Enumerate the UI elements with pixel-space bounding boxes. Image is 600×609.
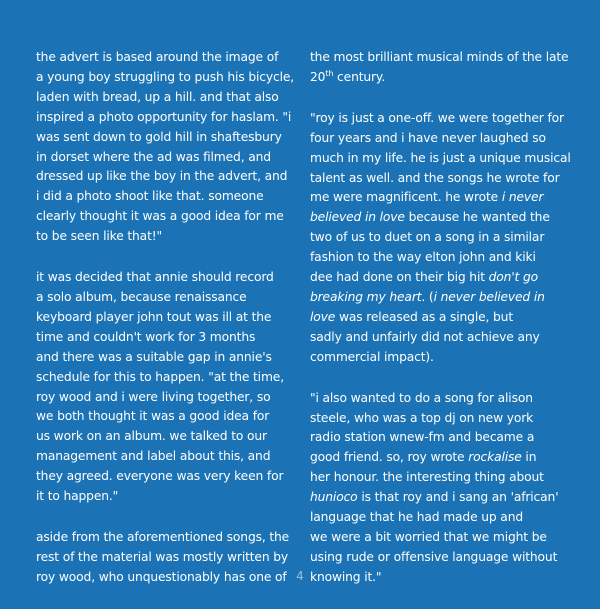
right-column [310, 48, 580, 609]
text-line: two of us to duet on a song in a similar [310, 230, 545, 245]
text-line: we both thought it was a good idea for [36, 409, 270, 424]
text-line: rest of the material was mostly written by [36, 549, 289, 564]
song-title: rockalise [468, 450, 522, 465]
text-fragment: . ( [421, 289, 434, 304]
century-number: 20 [310, 69, 326, 84]
text-line: i did a photo shoot like that. someone [36, 189, 264, 204]
text-line: commercial impact). [310, 349, 434, 364]
text-line: in dorset where the ad was filmed, and [36, 149, 271, 164]
song-title: believed in love [310, 210, 405, 225]
text-line: the most brilliant musical minds of the late [310, 50, 569, 64]
text-line: much in my life. he is just a unique musical [310, 150, 571, 165]
page-number: 4 [296, 569, 304, 583]
text-line: knowing it." [310, 569, 382, 584]
text-line [310, 488, 580, 508]
text-line: aside from the aforementioned songs, the [36, 529, 290, 544]
text-line: a young boy struggling to push his bicycle, [36, 69, 295, 84]
text-line: roy wood, who unquestionably has one of [36, 569, 287, 584]
text-fragment: in [521, 450, 537, 465]
ordinal-superscript: th [325, 68, 334, 78]
text-line: radio station wnew-fm and became a [310, 430, 535, 445]
text-line: we were a bit worried that we might be [310, 529, 547, 544]
text-fragment: is that roy and i sang an 'african' [357, 490, 559, 505]
text-line: and there was a suitable gap in annie's [36, 349, 272, 364]
text-fragment: me were magnificent. he wrote [310, 190, 502, 205]
text-line: they agreed. everyone was very keen for [36, 469, 284, 484]
text-line: dressed up like the boy in the advert, and [36, 169, 288, 184]
text-line: time and couldn't work for 3 months [36, 329, 256, 344]
text-line: language that he had made up and [310, 510, 523, 525]
paragraph-continued [310, 48, 580, 88]
text-line: her honour. the interesting thing about [310, 470, 544, 485]
song-title: hunioco [310, 490, 358, 505]
text-fragment: good friend. so, roy wrote [310, 450, 469, 465]
song-title: love [310, 309, 336, 324]
text-line: four years and i have never laughed so [310, 130, 546, 145]
song-title: don't go [488, 270, 539, 285]
text-line: sadly and unfairly did not achieve any [310, 329, 540, 344]
song-title: i never [501, 190, 544, 205]
text-line [310, 188, 580, 208]
text-line: it was decided that annie should record [36, 270, 274, 285]
text-line: keyboard player john tout was ill at the [36, 309, 272, 324]
text-line: "roy is just a one-off. we were together for [310, 110, 564, 125]
text-line: us work on an album. we talked to our [36, 429, 267, 444]
text-line [310, 68, 580, 88]
text-line: a solo album, because renaissance [36, 289, 247, 304]
text-fragment: because he wanted the [404, 210, 550, 225]
text-line: the advert is based around the image of [36, 50, 279, 64]
text-line: steele, who was a top dj on new york [310, 410, 534, 425]
text-line: "i also wanted to do a song for alison [310, 390, 533, 405]
text-line [310, 288, 580, 308]
text-line [310, 208, 580, 228]
left-column [36, 48, 298, 609]
text-line: to be seen like that!" [36, 229, 163, 244]
text-fragment: was released as a single, but [335, 309, 513, 324]
text-line: talent as well. and the songs he wrote for [310, 170, 560, 185]
text-line [310, 268, 580, 288]
song-title: breaking my heart [310, 289, 422, 304]
text-line: inspired a photo opportunity for haslam. "i [36, 109, 292, 124]
paragraph-roy-quote [310, 109, 580, 368]
text-line: using rude or offensive language without [310, 549, 558, 564]
text-line: was sent down to gold hill in shaftesbury [36, 129, 282, 144]
song-title: i never believed in [433, 289, 545, 304]
text-line [310, 308, 580, 328]
text-line: management and label about this, and [36, 449, 271, 464]
text-line: roy wood and i were living together, so [36, 389, 271, 404]
text-fragment: dee had done on their big hit [310, 270, 489, 285]
text-line [310, 448, 580, 468]
text-line: schedule for this to happen. "at the time, [36, 369, 284, 384]
text-fragment: century. [333, 69, 386, 84]
text-line: fashion to the way elton john and kiki [310, 250, 536, 265]
text-line: laden with bread, up a hill. and that also [36, 89, 279, 104]
paragraph-alison-steele [310, 389, 580, 588]
paragraph-advert [36, 48, 298, 247]
text-line: clearly thought it was a good idea for me [36, 209, 284, 224]
paragraph-solo-album [36, 268, 298, 507]
text-line: it to happen." [36, 489, 119, 504]
